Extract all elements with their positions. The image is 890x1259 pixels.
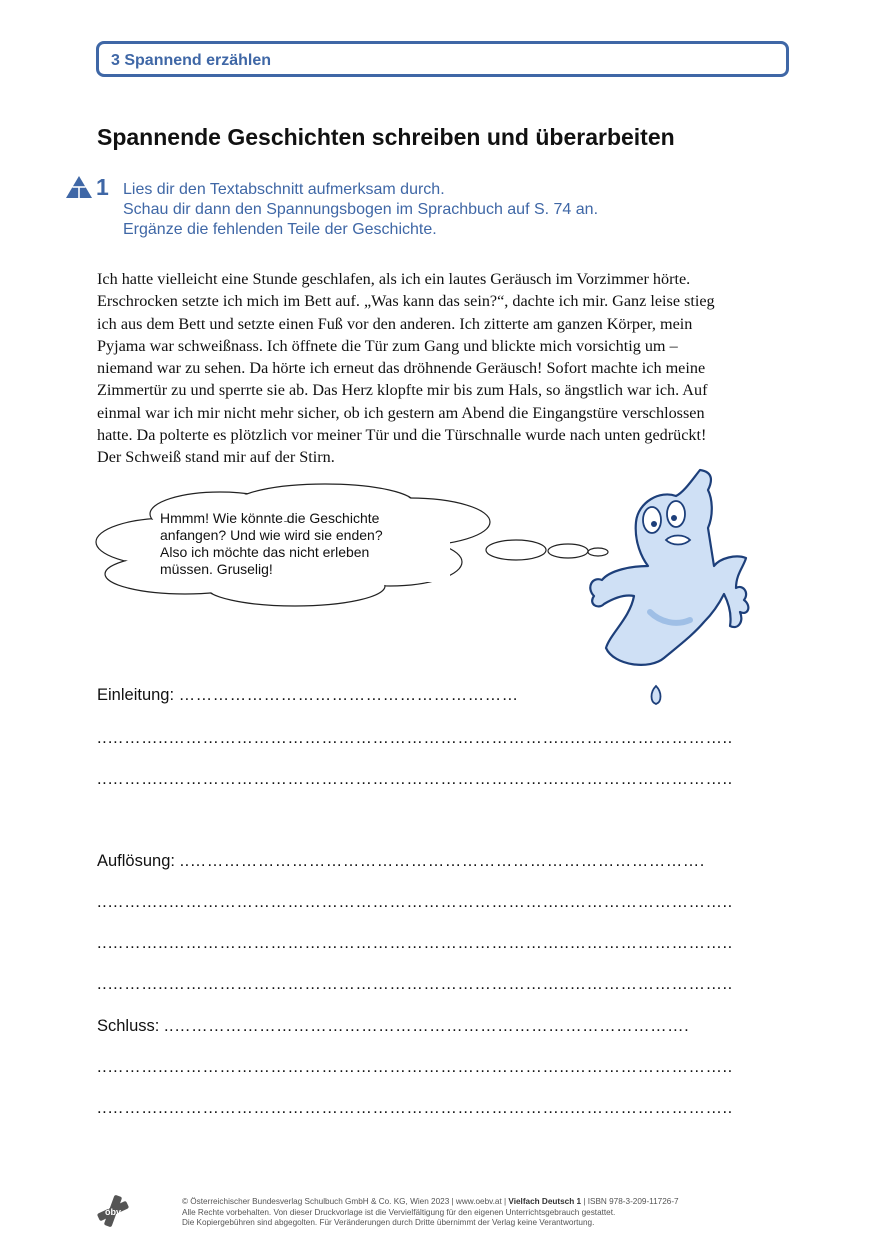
answer-line[interactable]: ..………..……………………………………………………………..……………………….. [97,729,733,747]
footer-copyright: © Österreichischer Bundesverlag Schulbuch GmbH & Co. KG, Wien 2023 | www.oebv.at | [182,1197,509,1206]
story-line: hatte. Da polterte es plötzlich vor meiner Tür und die Türschnalle wurde nach unten gedrückt! [97,426,707,445]
footer-book-title: Vielfach Deutsch 1 [508,1197,582,1206]
answer-line[interactable]: ..………..……………………………………………………………..……………………….. [97,975,733,993]
story-text [97,268,797,469]
answer-line[interactable]: ..………..……………………………………………………………..……………………….. [97,934,733,952]
answer-line[interactable]: ..………..……………………………………………………………..……………………….. [97,1099,733,1117]
story-line: Pyjama war schweißnass. Ich öffnete die Tür zum Gang und blickte mich vorsichtig um – [97,336,678,355]
answer-dots: ..………………………………………………………………………………. [163,1017,690,1035]
answer-dots: ..………………………………………………………………………………. [179,852,705,870]
task-line: Lies dir den Textabschnitt aufmerksam durch. [123,181,445,198]
footer-line-3: Die Kopiergebühren sind abgegolten. Für Veränderungen durch Dritte übernimmt der Verlag keine Verantwortung. [182,1218,595,1228]
answer-dots: …………………………………………………… [178,686,519,704]
footer-line-2: Alle Rechte vorbehalten. Von dieser Druckvorlage ist die Vervielfältigung für den eigenen Unterrichtsgebrauch gestattet. [182,1207,616,1217]
einleitung-line[interactable] [97,686,519,705]
schluss-line[interactable] [97,1017,689,1036]
story-line: einmal war ich mir nicht mehr sicher, ob ich gestern am Abend die Eingangstüre verschlossen [97,403,705,422]
task-number: 1 [96,174,109,200]
aufloesung-label: Auflösung: [97,852,175,870]
bubble-line: Also ich möchte das nicht erleben [160,544,370,560]
story-line: niemand war zu sehen. Da hörte ich erneut das dröhnende Geräusch! Sofort machte ich meine [97,359,706,378]
footer-legal [182,1197,679,1229]
story-line: ich aus dem Bett und setzte einen Fuß vor den anderen. Ich zitterte am ganzen Körper, mein [97,314,693,333]
footer-line-1 [182,1197,679,1208]
footer-isbn: | ISBN 978-3-209-11726-7 [581,1197,679,1206]
story-line: Der Schweiß stand mir auf der Stirn. [97,448,335,467]
task-instructions [123,180,598,240]
chapter-title: 3 Spannend erzählen [111,52,272,69]
story-line: Ich hatte vielleicht eine Stunde geschlafen, als ich ein lautes Geräusch im Vorzimmer hörte. [97,270,691,288]
einleitung-label: Einleitung: [97,686,175,704]
page-title: Spannende Geschichten schreiben und überarbeiten [97,124,675,150]
oebv-logo-icon [96,1194,130,1228]
bubble-line: Hmmm! Wie könnte die Geschichte [160,510,380,526]
aufloesung-line[interactable] [97,852,705,871]
bubble-line: müssen. Gruselig! [160,561,273,577]
schluss-label: Schluss: [97,1017,160,1035]
bubble-line: anfangen? Und wie wird sie enden? [160,527,383,543]
chapter-header [96,41,789,77]
answer-line[interactable]: ..………..……………………………………………………………..……………………….. [97,1058,733,1076]
answer-line[interactable]: ..………..……………………………………………………………..……………………….. [97,770,733,788]
story-line: Zimmertür zu und sperrte sie ab. Das Herz klopfte mir bis zum Hals, so ängstlich war ich. Auf [97,381,708,400]
task-line: Schau dir dann den Spannungsbogen im Sprachbuch auf S. 74 an. [123,201,599,218]
task-line: Ergänze die fehlenden Teile der Geschichte. [123,221,437,238]
ghost-illustration [580,462,760,712]
story-line: Erschrocken setzte ich mich im Bett auf. „Was kann das sein?“, dachte ich mir. Ganz leise stieg [97,292,715,311]
level-triangle-icon [66,176,92,198]
answer-line[interactable]: ..………..……………………………………………………………..……………………….. [97,893,733,911]
thought-bubble-text [160,510,430,578]
logo-text: öbv [104,1207,122,1217]
